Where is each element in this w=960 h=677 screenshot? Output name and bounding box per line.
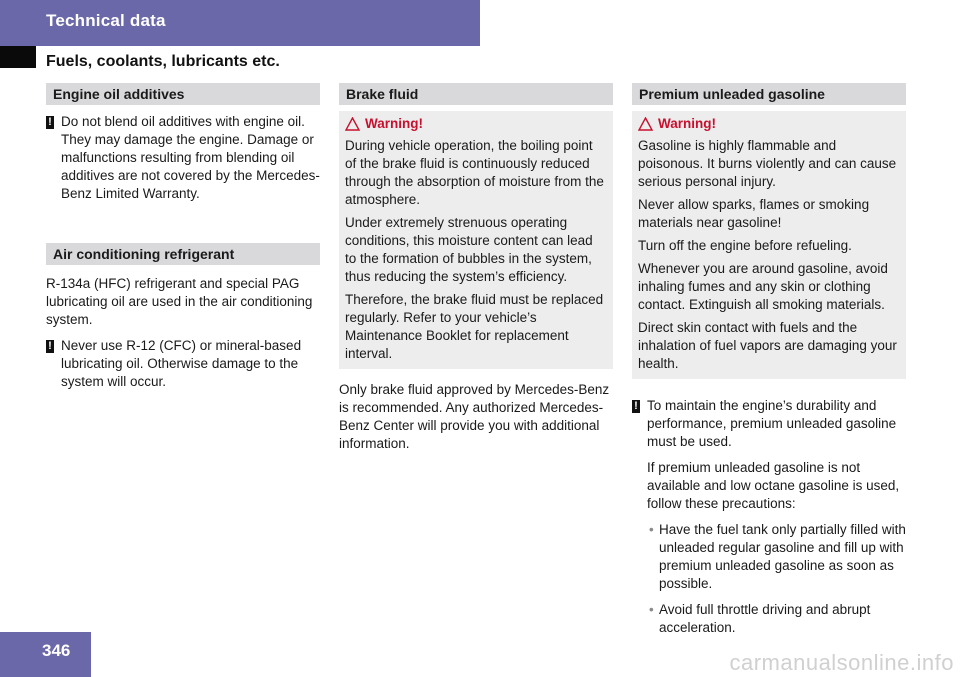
ac-refrigerant-note <box>46 337 320 391</box>
engine-oil-note-text: Do not blend oil additives with engine oil. They may damage the engine. Damage or malfunctions resulting from blending oil additives are not covered by the Mercedes-Benz Limited Warranty. <box>61 114 320 201</box>
gasoline-warning-text: Gasoline is highly flammable and poisonous. It burns violently and can cause serious personal injury. <box>638 138 897 189</box>
gasoline-warning-text: Direct skin contact with fuels and the inhalation of fuel vapors are damaging your health. <box>638 320 897 371</box>
header-marker <box>0 46 36 68</box>
brake-fluid-body: Only brake fluid approved by Mercedes-Benz is recommended. Any authorized Mercedes-Benz Center will provide you with additional information. <box>339 382 610 451</box>
list-item <box>647 521 906 593</box>
exclamation-notice-icon: ! <box>632 400 640 413</box>
brake-fluid-warning-text: Under extremely strenuous operating conditions, this moisture content can lead to the formation of bubbles in the system, thus reducing the system’s efficiency. <box>345 215 593 284</box>
gasoline-warning-box <box>632 111 906 379</box>
gasoline-note <box>632 397 906 637</box>
ac-refrigerant-body: R-134a (HFC) refrigerant and special PAG lubricating oil are used in the air conditioning system. <box>46 276 313 327</box>
engine-oil-heading: Engine oil additives <box>46 83 320 105</box>
brake-fluid-warning-text: During vehicle operation, the boiling point of the brake fluid is continuously reduced through the absorption of moisture from the atmosphere. <box>345 138 604 207</box>
exclamation-notice-icon: ! <box>46 340 54 353</box>
warning-triangle-icon <box>638 117 653 131</box>
page-number: 346 <box>42 641 71 660</box>
bullet-text: Avoid full throttle driving and abrupt acceleration. <box>659 602 871 635</box>
gasoline-warning-text: Whenever you are around gasoline, avoid inhaling fumes and any skin or clothing contact. Extinguish all smoking materials. <box>638 261 888 312</box>
column-1 <box>46 83 320 391</box>
chapter-tab <box>0 0 480 46</box>
watermark: carmanualsonline.info <box>729 650 954 675</box>
exclamation-notice-icon: ! <box>46 116 54 129</box>
gasoline-warning-text: Never allow sparks, flames or smoking materials near gasoline! <box>638 197 870 230</box>
brake-fluid-warning-title <box>345 115 607 133</box>
warning-label: Warning! <box>365 116 423 131</box>
gasoline-warning-text: Turn off the engine before refueling. <box>638 238 852 253</box>
warning-label: Warning! <box>658 116 716 131</box>
page-subtitle: Fuels, coolants, lubricants etc. <box>46 53 280 70</box>
gasoline-warning-title <box>638 115 900 133</box>
column-2 <box>339 83 613 453</box>
gasoline-heading: Premium unleaded gasoline <box>632 83 906 105</box>
bullet-icon: • <box>649 602 654 617</box>
brake-fluid-warning-box <box>339 111 613 369</box>
bullet-icon: • <box>649 522 654 537</box>
column-3 <box>632 83 906 637</box>
page-number-tab <box>0 632 91 677</box>
brake-fluid-heading: Brake fluid <box>339 83 613 105</box>
ac-refrigerant-heading: Air conditioning refrigerant <box>46 243 320 265</box>
engine-oil-note <box>46 113 320 203</box>
gasoline-note-followup: If premium unleaded gasoline is not available and low octane gasoline is used, follow these precautions: <box>647 460 900 511</box>
gasoline-note-text: To maintain the engine’s durability and performance, premium unleaded gasoline must be used. <box>647 398 897 449</box>
ac-refrigerant-note-text: Never use R-12 (CFC) or mineral-based lubricating oil. Otherwise damage to the system will occur. <box>61 338 302 389</box>
warning-triangle-icon <box>345 117 360 131</box>
chapter-title: Technical data <box>46 11 166 30</box>
bullet-text: Have the fuel tank only partially filled with unleaded regular gasoline and fill up with premium unleaded gasoline as soon as possible. <box>659 522 906 591</box>
list-item <box>647 601 906 637</box>
brake-fluid-warning-text: Therefore, the brake fluid must be replaced regularly. Refer to your vehicle’s Maintenance Booklet for replacement interval. <box>345 292 604 361</box>
